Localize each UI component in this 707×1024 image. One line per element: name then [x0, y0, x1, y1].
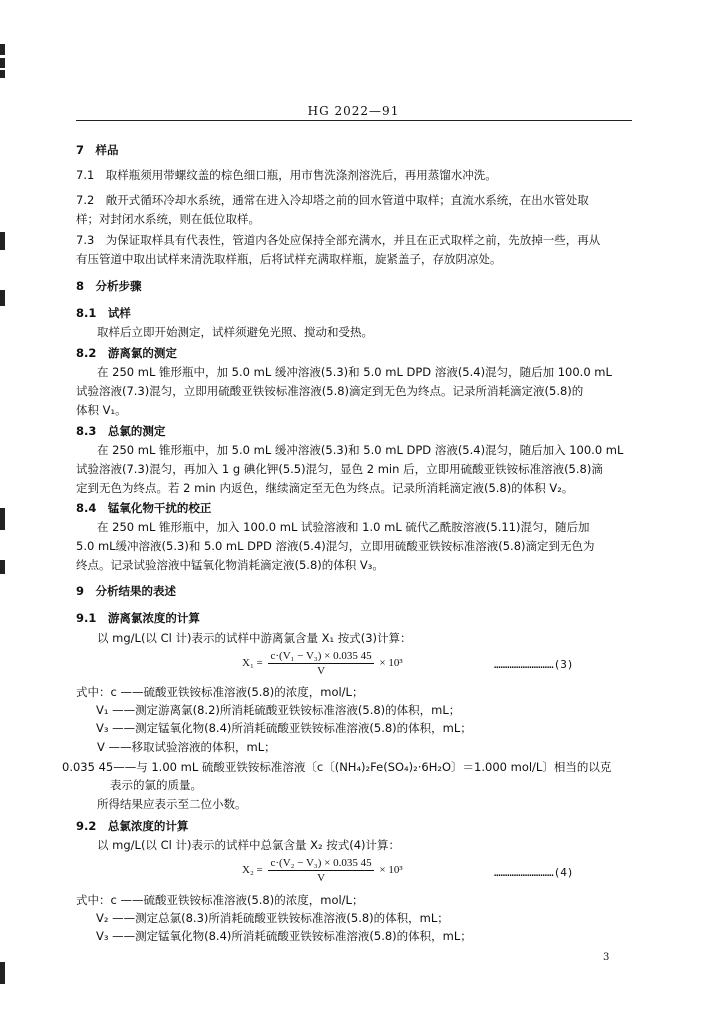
- equation-number: ………………………(4): [494, 866, 574, 879]
- constant-definition: 0.035 45——与 1.00 mL 硫酸亚铁铵标准溶液〔c〔(NH₄)₂Fe(SO₄)₂·6H₂O〕＝1.000 mol/L〕相当的以克: [62, 760, 612, 774]
- binding-mark: [0, 44, 5, 55]
- clause-8-2-text: 体积 V₁。: [76, 403, 127, 417]
- clause-8-1-heading: 8.1 试样: [76, 306, 131, 320]
- binding-mark: [0, 70, 5, 78]
- rounding-note: 所得结果应表示至二位小数。: [97, 797, 247, 811]
- clause-9-2-heading: 9.2 总氯浓度的计算: [76, 819, 189, 833]
- clause-8-3-text: 试验溶液(7.3)混匀，再加入 1 g 碘化钾(5.5)混匀，显色 2 min 后，立即用硫酸亚铁铵标准溶液(5.8)滴: [76, 462, 603, 476]
- binding-mark: [0, 232, 5, 250]
- formula-fraction: [268, 857, 373, 884]
- where-line: 式中：c ——硫酸亚铁铵标准溶液(5.8)的浓度，mol/L；: [76, 685, 364, 699]
- binding-mark: [0, 290, 5, 306]
- clause-7-2-cont: 样；对封闭水系统，则在低位取样。: [76, 212, 260, 226]
- formula-fraction: [268, 650, 373, 677]
- section-9-heading: 9 分析结果的表述: [76, 584, 177, 598]
- header-rule: [76, 120, 632, 121]
- clause-9-2-text: 以 mg/L(以 Cl 计)表示的试样中总氯含量 X₂ 按式(4)计算：: [97, 838, 401, 852]
- formula-denominator: V: [317, 872, 326, 884]
- clause-7-2: 7.2 敞开式循环冷却水系统，通常在进入冷却塔之前的回水管道中取样；直流水系统，在出水管处取: [76, 193, 589, 207]
- formula-4: [242, 857, 403, 884]
- clause-9-1-heading: 9.1 游离氯浓度的计算: [76, 611, 200, 625]
- constant-definition-cont: 表示的氯的质量。: [110, 778, 202, 792]
- section-8-heading: 8 分析步骤: [76, 279, 142, 293]
- clause-7-3: 7.3 为保证取样具有代表性，管道内各处应保持全部充满水，并且在正式取样之前，先放掉一些，再从: [76, 233, 601, 247]
- clause-8-2-text: 试验溶液(7.3)混匀，立即用硫酸亚铁铵标准溶液(5.8)滴定到无色为终点。记录所消耗滴定液(5.8)的: [76, 384, 584, 398]
- clause-8-1-text: 取样后立即开始测定，试样须避免光照、搅动和受热。: [97, 325, 373, 339]
- where-line: 式中：c ——硫酸亚铁铵标准溶液(5.8)的浓度，mol/L；: [76, 893, 364, 907]
- standard-code-header: HG 2022—91: [307, 104, 400, 118]
- clause-9-1-text: 以 mg/L(以 Cl 计)表示的试样中游离氯含量 X₁ 按式(3)计算：: [97, 631, 412, 645]
- formula-lhs: X₁ =: [242, 657, 263, 670]
- variable-definition: V₃ ——测定锰氧化物(8.4)所消耗硫酸亚铁铵标准溶液(5.8)的体积，mL；: [96, 929, 472, 943]
- equation-number: ………………………(3): [494, 658, 574, 671]
- clause-8-3-heading: 8.3 总氯的测定: [76, 424, 166, 438]
- clause-8-3-text: 在 250 mL 锥形瓶中，加 5.0 mL 缓冲溶液(5.3)和 5.0 mL DPD 溶液(5.4)混匀，随后加入 100.0 mL: [97, 443, 624, 457]
- clause-8-2-heading: 8.2 游离氯的测定: [76, 346, 177, 360]
- clause-8-4-text: 在 250 mL 锥形瓶中，加入 100.0 mL 试验溶液和 1.0 mL 硫代乙酰胺溶液(5.11)混匀，随后加: [97, 520, 590, 534]
- binding-mark: [0, 508, 5, 530]
- formula-lhs: X₂ =: [242, 864, 263, 877]
- page-number: 3: [603, 952, 610, 963]
- variable-definition: V₂ ——测定总氯(8.3)所消耗硫酸亚铁铵标准溶液(5.8)的体积，mL；: [96, 911, 449, 925]
- clause-8-3-text: 定到无色为终点。若 2 min 内返色，继续滴定至无色为终点。记录所消耗滴定液(5.8)的体积 V₂。: [76, 481, 574, 495]
- formula-numerator: c·(V₂ − V₃) × 0.035 45: [270, 857, 372, 869]
- formula-numerator: c·(V₁ − V₃) × 0.035 45: [270, 650, 372, 662]
- clause-8-2-text: 在 250 mL 锥形瓶中，加 5.0 mL 缓冲溶液(5.3)和 5.0 mL DPD 溶液(5.4)混匀，随后加 100.0 mL: [97, 365, 612, 379]
- section-7-heading: 7 样品: [76, 143, 119, 157]
- binding-mark: [0, 560, 5, 574]
- clause-8-4-text: 5.0 mL缓冲溶液(5.3)和 5.0 mL DPD 溶液(5.4)混匀，立即用硫酸亚铁铵标准溶液(5.8)滴定到无色为: [76, 539, 595, 553]
- clause-7-3-cont: 有压管道中取出试样来清洗取样瓶，后将试样充满取样瓶，旋紧盖子，存放阴凉处。: [76, 252, 502, 266]
- formula-factor: × 10³: [379, 864, 403, 877]
- clause-8-4-heading: 8.4 锰氧化物干扰的校正: [76, 501, 212, 515]
- variable-definition: V ——移取试验溶液的体积，mL；: [97, 740, 276, 754]
- formula-factor: × 10³: [379, 657, 403, 670]
- clause-8-4-text: 终点。记录试验溶液中锰氧化物消耗滴定液(5.8)的体积 V₃。: [76, 558, 384, 572]
- formula-denominator: V: [317, 665, 326, 677]
- variable-definition: V₃ ——测定锰氧化物(8.4)所消耗硫酸亚铁铵标准溶液(5.8)的体积，mL；: [96, 721, 472, 735]
- variable-definition: V₁ ——测定游离氯(8.2)所消耗硫酸亚铁铵标准溶液(5.8)的体积，mL；: [96, 703, 461, 717]
- binding-mark: [0, 58, 5, 68]
- clause-7-1: 7.1 取样瓶须用带螺纹盖的棕色细口瓶，用市售洗涤剂溶洗后，再用蒸馏水冲洗。: [76, 168, 497, 182]
- binding-mark: [0, 962, 5, 984]
- formula-3: [242, 650, 403, 677]
